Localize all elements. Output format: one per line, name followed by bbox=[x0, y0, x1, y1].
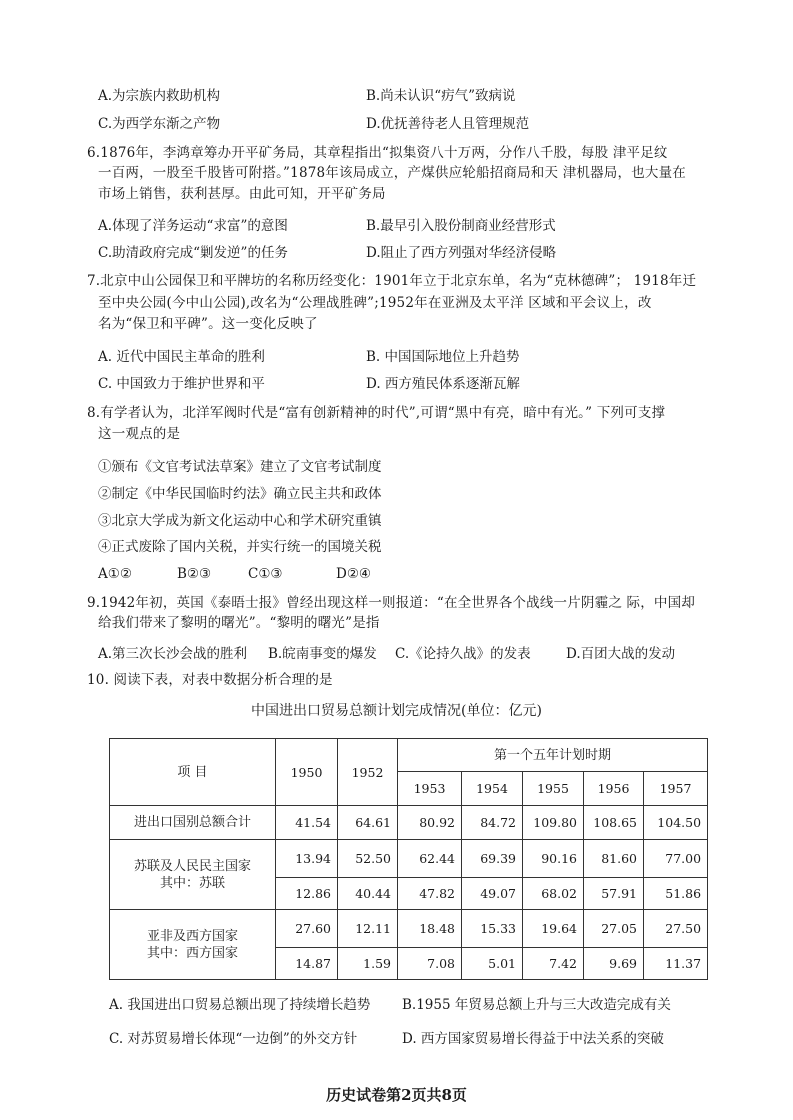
table-cell: 68.02 bbox=[523, 878, 584, 910]
q8-stem-line-1: 8.有学者认为，北洋军阀时代是“富有创新精神的时代”,可谓“黑中有亮，暗中有光。” 下列可支撑 bbox=[87, 405, 666, 421]
table-cell: 51.86 bbox=[644, 878, 708, 910]
q7-option-b: B. 中国国际地位上升趋势 bbox=[366, 349, 520, 365]
header-year-1956: 1956 bbox=[584, 772, 644, 806]
table-cell: 12.86 bbox=[276, 878, 338, 910]
table-cell: 7.08 bbox=[398, 948, 462, 980]
q7-option-a: A. 近代中国民主革命的胜利 bbox=[98, 349, 265, 365]
table-cell: 40.44 bbox=[338, 878, 398, 910]
q5-option-d: D.优抚善待老人且管理规范 bbox=[366, 116, 530, 132]
table-cell: 57.91 bbox=[584, 878, 644, 910]
table-cell: 13.94 bbox=[276, 840, 338, 878]
row-sublabel-soviet: 其中：苏联 bbox=[159, 875, 225, 891]
q9-stem-line-2: 给我们带来了黎明的曙光”。“黎明的曙光”是指 bbox=[98, 615, 380, 631]
header-year-1955: 1955 bbox=[523, 772, 584, 806]
table-cell: 77.00 bbox=[644, 840, 708, 878]
table-cell: 41.54 bbox=[276, 806, 338, 840]
q8-option-b: B②③ bbox=[177, 566, 212, 582]
q6-option-c: C.助清政府完成“剿发逆”的任务 bbox=[98, 245, 288, 261]
header-year-1953: 1953 bbox=[398, 772, 462, 806]
table-cell: 47.82 bbox=[398, 878, 462, 910]
table-cell: 12.11 bbox=[338, 910, 398, 948]
q8-option-d: D②④ bbox=[336, 566, 372, 582]
header-year-1952: 1952 bbox=[338, 739, 398, 806]
q10-option-d: D. 西方国家贸易增长得益于中法关系的突破 bbox=[402, 1031, 664, 1047]
table-cell: 81.60 bbox=[584, 840, 644, 878]
table-cell: 64.61 bbox=[338, 806, 398, 840]
q7-stem-line-1: 7.北京中山公园保卫和平牌坊的名称历经变化：1901年立于北京东单，名为“克林德碑”； 1918年迁 bbox=[87, 273, 697, 289]
q7-stem-line-3: 名为“保卫和平碑”。这一变化反映了 bbox=[98, 316, 318, 332]
table-cell: 62.44 bbox=[398, 840, 462, 878]
q5-option-b: B.尚未认识“疠气”致病说 bbox=[366, 88, 516, 104]
header-year-1957: 1957 bbox=[644, 772, 708, 806]
table-header-row-1 bbox=[110, 739, 708, 772]
row-label-western-group bbox=[110, 910, 276, 980]
header-year-1954: 1954 bbox=[462, 772, 523, 806]
q8-option-a: A①② bbox=[98, 566, 132, 582]
q6-option-a: A.体现了洋务运动“求富”的意图 bbox=[98, 218, 288, 234]
row-sublabel-western: 其中：西方国家 bbox=[146, 945, 238, 961]
header-item: 项 目 bbox=[110, 739, 276, 806]
table-row bbox=[110, 840, 708, 878]
q6-stem-line-1: 6.1876年，李鸿章筹办开平矿务局，其章程指出“拟集资八十万两，分作八千股，每股 津平足纹 bbox=[87, 145, 668, 161]
table-cell: 80.92 bbox=[398, 806, 462, 840]
table-cell: 27.50 bbox=[644, 910, 708, 948]
q9-option-a: A.第三次长沙会战的胜利 bbox=[98, 646, 248, 662]
header-year-1950: 1950 bbox=[276, 739, 338, 806]
table-cell: 19.64 bbox=[523, 910, 584, 948]
q7-stem-line-2: 至中央公园(今中山公园),改名为“公理战胜碑”;1952年在亚洲及太平洋 区域和平会议上，改 bbox=[98, 295, 652, 311]
q10-option-c: C. 对苏贸易增长体现“一边倒”的外交方针 bbox=[109, 1031, 358, 1047]
header-five-year-plan: 第一个五年计划时期 bbox=[398, 739, 708, 772]
q6-option-d: D.阻止了西方列强对华经济侵略 bbox=[366, 245, 557, 261]
q5-option-a: A.为宗族内救助机构 bbox=[98, 88, 221, 104]
table-cell: 9.69 bbox=[584, 948, 644, 980]
q8-item-3: ③北京大学成为新文化运动中心和学术研究重镇 bbox=[98, 513, 382, 529]
table-cell: 84.72 bbox=[462, 806, 523, 840]
q9-option-b: B.皖南事变的爆发 bbox=[268, 646, 377, 662]
q10-option-b: B.1955 年贸易总额上升与三大改造完成有关 bbox=[402, 997, 671, 1013]
table-row bbox=[110, 806, 708, 840]
table-cell: 18.48 bbox=[398, 910, 462, 948]
table-cell: 14.87 bbox=[276, 948, 338, 980]
q8-option-c: C①③ bbox=[248, 566, 283, 582]
q6-stem-line-3: 市场上销售，获利甚厚。由此可知，开平矿务局 bbox=[98, 186, 386, 202]
row-label-total: 进出口国别总额合计 bbox=[110, 806, 276, 840]
table-cell: 52.50 bbox=[338, 840, 398, 878]
q7-option-c: C. 中国致力于维护世界和平 bbox=[98, 376, 265, 392]
row-label-soviet-bloc: 苏联及人民民主国家 bbox=[133, 858, 251, 874]
table-cell: 15.33 bbox=[462, 910, 523, 948]
q9-stem-line-1: 9.1942年初，英国《泰晤士报》曾经出现这样一则报道：“在全世界各个战线一片阴霾之 际，中国却 bbox=[87, 595, 696, 611]
trade-table bbox=[109, 738, 708, 980]
q8-item-4: ④正式废除了国内关税，并实行统一的国境关税 bbox=[98, 539, 382, 555]
q8-item-2: ②制定《中华民国临时约法》确立民主共和政体 bbox=[98, 486, 382, 502]
table-cell: 69.39 bbox=[462, 840, 523, 878]
q9-option-c: C.《论持久战》的发表 bbox=[395, 646, 531, 662]
q6-option-b: B.最早引入股份制商业经营形式 bbox=[366, 218, 556, 234]
q10-stem: 10. 阅读下表，对表中数据分析合理的是 bbox=[87, 672, 333, 688]
q5-option-c: C.为西学东渐之产物 bbox=[98, 116, 221, 132]
table-cell: 11.37 bbox=[644, 948, 708, 980]
page-footer: 历史试卷第2页共8页 bbox=[326, 1086, 467, 1104]
q6-stem-line-2: 一百两，一股至千股皆可附搭。”1878年该局成立，产煤供应轮船招商局和天 津机器局，也大量在 bbox=[98, 165, 686, 181]
q7-option-d: D. 西方殖民体系逐渐瓦解 bbox=[366, 376, 520, 392]
row-label-asia-africa-west: 亚非及西方国家 bbox=[146, 928, 238, 944]
q9-option-d: D.百团大战的发动 bbox=[566, 646, 676, 662]
row-label-soviet-group bbox=[110, 840, 276, 910]
table-cell: 109.80 bbox=[523, 806, 584, 840]
table-cell: 1.59 bbox=[338, 948, 398, 980]
table-cell: 5.01 bbox=[462, 948, 523, 980]
table-cell: 49.07 bbox=[462, 878, 523, 910]
q8-stem-line-2: 这一观点的是 bbox=[98, 426, 181, 442]
table-cell: 108.65 bbox=[584, 806, 644, 840]
q10-option-a: A. 我国进出口贸易总额出现了持续增长趋势 bbox=[109, 997, 371, 1013]
table-cell: 7.42 bbox=[523, 948, 584, 980]
table-cell: 104.50 bbox=[644, 806, 708, 840]
table-cell: 27.05 bbox=[584, 910, 644, 948]
q8-item-1: ①颁布《文官考试法草案》建立了文官考试制度 bbox=[98, 459, 382, 475]
table-row bbox=[110, 910, 708, 948]
table-cell: 27.60 bbox=[276, 910, 338, 948]
table-cell: 90.16 bbox=[523, 840, 584, 878]
table-caption: 中国进出口贸易总额计划完成情况(单位：亿元) bbox=[251, 703, 542, 719]
